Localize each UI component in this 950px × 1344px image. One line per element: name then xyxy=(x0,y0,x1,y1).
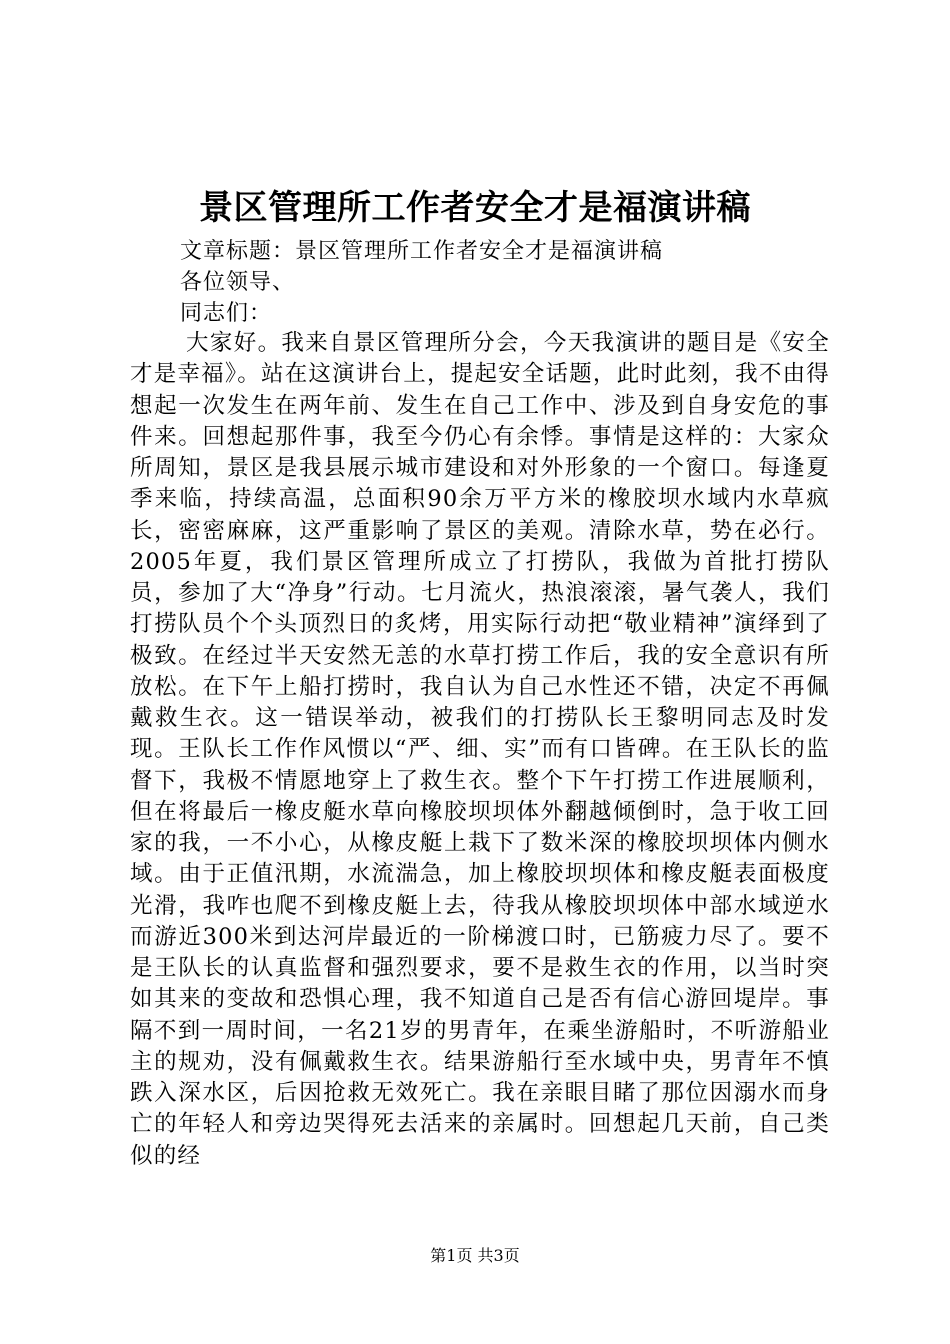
article-title-line: 文章标题：景区管理所工作者安全才是福演讲稿 xyxy=(180,239,664,264)
page-number-footer: 第1页 共3页 xyxy=(430,1246,520,1265)
salutation-comrades: 同志们： xyxy=(180,301,273,326)
speech-body-paragraph: 大家好。我来自景区管理所分会，今天我演讲的题目是《安全才是幸福》。站在这演讲台上，提起安全话题，此时此刻，我不由得想起一次发生在两年前、发生在自己工作中、涉及到自身安危的事件来。回想起那件事，我至今仍心有余悸。事情是这样的：大家众所周知，景区是我县展示城市建设和对外形象的一个窗口。每逢夏季来临，持续高温，总面积90余万平方米的橡胶坝水域内水草疯长，密密麻麻，这严重影响了景区的美观。清除水草，势在必行。2005年夏，我们景区管理所成立了打捞队，我做为首批打捞队员，参加了大“净身”行动。七月流火，热浪滚滚，暑气袭人，我们打捞队员个个头顶烈日的炙烤，用实际行动把“敬业精神”演绎到了极致。在经过半天安然无恙的水草打捞工作后，我的安全意识有所放松。在下午上船打捞时，我自认为自己水性还不错，决定不再佩戴救生衣。这一错误举动，被我们的打捞队长王黎明同志及时发现。王队长工作作风惯以“严、细、实”而有口皆碑。在王队长的监督下，我极不情愿地穿上了救生衣。整个下午打捞工作进展顺利，但在将最后一橡皮艇水草向橡胶坝坝体外翻越倾倒时，急于收工回家的我，一不小心，从橡皮艇上栽下了数米深的橡胶坝坝体内侧水域。由于正值汛期，水流湍急，加上橡胶坝坝体和橡皮艇表面极度光滑，我咋也爬不到橡皮艇上去，待我从橡胶坝坝体中部水域逆水而游近300米到达河岸最近的一阶梯渡口时，已筋疲力尽了。要不是王队长的认真监督和强烈要求，要不是救生衣的作用，以当时突如其来的变故和恐惧心理，我不知道自己是否有信心游回堤岸。事隔不到一周时间，一名21岁的男青年，在乘坐游船时，不听游船业主的规劝，没有佩戴救生衣。结果游船行至水域中央，男青年不慎跌入深水区，后因抢救无效死亡。我在亲眼目睹了那位因溺水而身亡的年轻人和旁边哭得死去活来的亲属时。回想起几天前，自己类似的经 xyxy=(130,330,830,1169)
document-title: 景区管理所工作者安全才是福演讲稿 xyxy=(199,188,751,228)
salutation-leaders: 各位领导、 xyxy=(180,270,296,295)
